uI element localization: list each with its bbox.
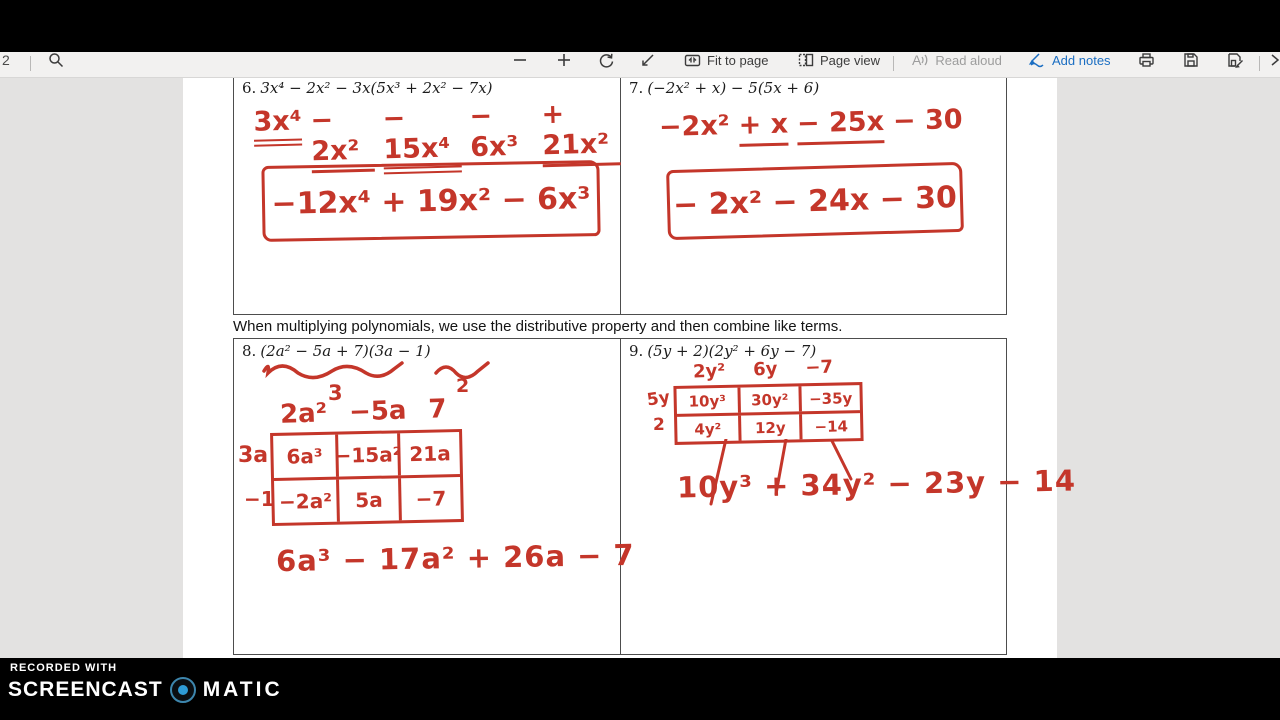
work-term: 3x⁴ (253, 106, 302, 147)
column-header: 2a² (279, 398, 328, 430)
brand-matic: MATIC (202, 678, 283, 701)
problem-7-answer-box (666, 162, 964, 240)
problem-9-answer: 10y³ + 34y² − 23y − 14 (676, 463, 1077, 505)
fit-to-page-label: Fit to page (707, 52, 769, 68)
toolbar-divider (1259, 56, 1260, 71)
grid-column-headers-9 (693, 357, 834, 383)
save-icon (1183, 52, 1199, 68)
instruction-text: When multiplying polynomials, we use the distributive property and then combine like terms. (233, 318, 843, 335)
pdf-page (183, 78, 1077, 658)
term-count-note: 3 (328, 381, 343, 405)
screencast-o-matic-watermark (8, 662, 283, 703)
grid-cell: −7 (398, 477, 461, 520)
grid-cell: 4y² (694, 419, 722, 439)
column-header: −7 (805, 356, 834, 379)
save-button[interactable] (1183, 52, 1199, 77)
column-header: 6y (752, 358, 778, 381)
search-button[interactable] (48, 52, 64, 77)
worksheet-table-bottom (233, 338, 1077, 655)
grid-cell: −35y (798, 385, 860, 411)
problem-8-cell (234, 339, 635, 654)
work-term: − 25x (797, 106, 885, 145)
recorded-with-label: RECORDED WITH (10, 662, 118, 674)
page-view-icon (798, 52, 814, 68)
problem-7-number: 7. (629, 79, 644, 97)
page-view-button[interactable] (798, 52, 880, 77)
work-term: − 15x⁴ (382, 101, 462, 174)
toolbar-divider (30, 56, 31, 71)
grid-cell: −14 (799, 413, 861, 439)
fit-to-page-button[interactable] (684, 52, 768, 77)
problem-6-answer-box (261, 160, 600, 242)
problem-7-expression: (−2x² + x) − 5(5x + 6) (647, 79, 820, 97)
problem-6-label (242, 79, 493, 97)
work-term: + 21x² (541, 97, 621, 167)
add-notes-button[interactable] (1028, 52, 1111, 77)
screencast-o-matic-logo-icon (170, 677, 196, 703)
chevron-right-icon (1270, 53, 1280, 67)
worksheet-table-top (233, 76, 1007, 315)
page-number: 2 (2, 52, 10, 68)
page-view-label: Page view (820, 52, 880, 68)
problem-7-label (629, 79, 819, 97)
grid-column-headers-8 (280, 394, 447, 430)
problem-8-answer: 6a³ − 17a² + 26a − 7 (275, 537, 635, 579)
grid-cell: −15a² (335, 433, 398, 476)
problem-6-expression: 3x⁴ − 2x² − 3x(5x³ + 2x² − 7x) (260, 79, 493, 97)
grid-cell: 6a³ (286, 443, 323, 469)
read-aloud-icon: A (912, 52, 929, 68)
diagonal-arrow-icon (640, 52, 656, 68)
rotate-button[interactable] (598, 52, 615, 77)
grid-cell: 21a (397, 432, 460, 475)
page-number-indicator (2, 52, 10, 77)
term-count-note: 2 (456, 375, 470, 397)
problem-7-cell (621, 76, 1008, 314)
brand-screencast: SCREENCAST (8, 678, 163, 701)
work-term: −2x² (658, 110, 731, 143)
work-term: − 6x³ (469, 100, 519, 164)
box-method-grid-8 (270, 429, 464, 526)
row-header: −1 (244, 487, 275, 511)
column-header: 7 (427, 394, 448, 425)
letterbox-top (0, 0, 1280, 52)
box-method-grid-9 (673, 382, 863, 445)
fit-to-page-icon (684, 53, 701, 68)
pdf-toolbar (0, 52, 1280, 78)
grid-cell: 30y² (737, 386, 799, 412)
work-term: − 30 (892, 104, 964, 137)
toolbar-divider (893, 56, 894, 71)
grid-row (274, 474, 461, 523)
row-header: 3a (238, 443, 269, 468)
grid-cell: 10y³ (688, 391, 727, 411)
minus-icon (512, 52, 528, 68)
read-aloud-button[interactable] (912, 52, 1002, 77)
zoom-in-button[interactable] (556, 52, 572, 77)
printer-icon (1138, 52, 1155, 68)
problem-6-cell (234, 76, 621, 314)
problem-9-expression: (5y + 2)(2y² + 6y − 7) (647, 342, 817, 360)
problem-9-cell (621, 339, 1077, 654)
problem-8-number: 8. (242, 342, 257, 360)
print-button[interactable] (1138, 52, 1155, 77)
zoom-out-button[interactable] (512, 52, 528, 77)
grid-cell: 12y (738, 414, 800, 440)
more-tools-button[interactable] (1270, 52, 1280, 77)
grid-row (676, 385, 859, 414)
problem-8-label (242, 342, 431, 360)
column-header: 2y² (692, 360, 726, 383)
problem-6-number: 6. (242, 79, 257, 97)
row-header: 5y (645, 387, 672, 411)
fit-width-button[interactable] (640, 52, 656, 77)
add-notes-label: Add notes (1052, 52, 1111, 68)
plus-icon (556, 52, 572, 68)
problem-8-expression: (2a² − 5a + 7)(3a − 1) (260, 342, 431, 360)
problem-7-work (659, 104, 964, 149)
pen-icon (1028, 52, 1046, 68)
read-aloud-label: Read aloud (935, 52, 1002, 68)
work-term: − 2x² (310, 104, 375, 174)
row-header: 2 (653, 415, 665, 435)
save-as-button[interactable] (1227, 52, 1244, 77)
search-icon (48, 52, 64, 68)
rotate-icon (598, 52, 615, 69)
grid-cell: 5a (336, 478, 399, 521)
problem-9-number: 9. (629, 342, 644, 360)
distribution-squiggle (258, 361, 508, 396)
save-as-icon (1227, 52, 1244, 68)
grid-cell: −2a² (278, 488, 333, 514)
grid-row (677, 410, 861, 442)
column-header: −5a (348, 395, 407, 428)
problem-7-answer: − 2x² − 24x − 30 (672, 179, 958, 223)
grid-row (273, 432, 460, 478)
work-term: + x (738, 109, 788, 147)
problem-6-answer: −12x⁴ + 19x² − 6x³ (271, 180, 591, 222)
